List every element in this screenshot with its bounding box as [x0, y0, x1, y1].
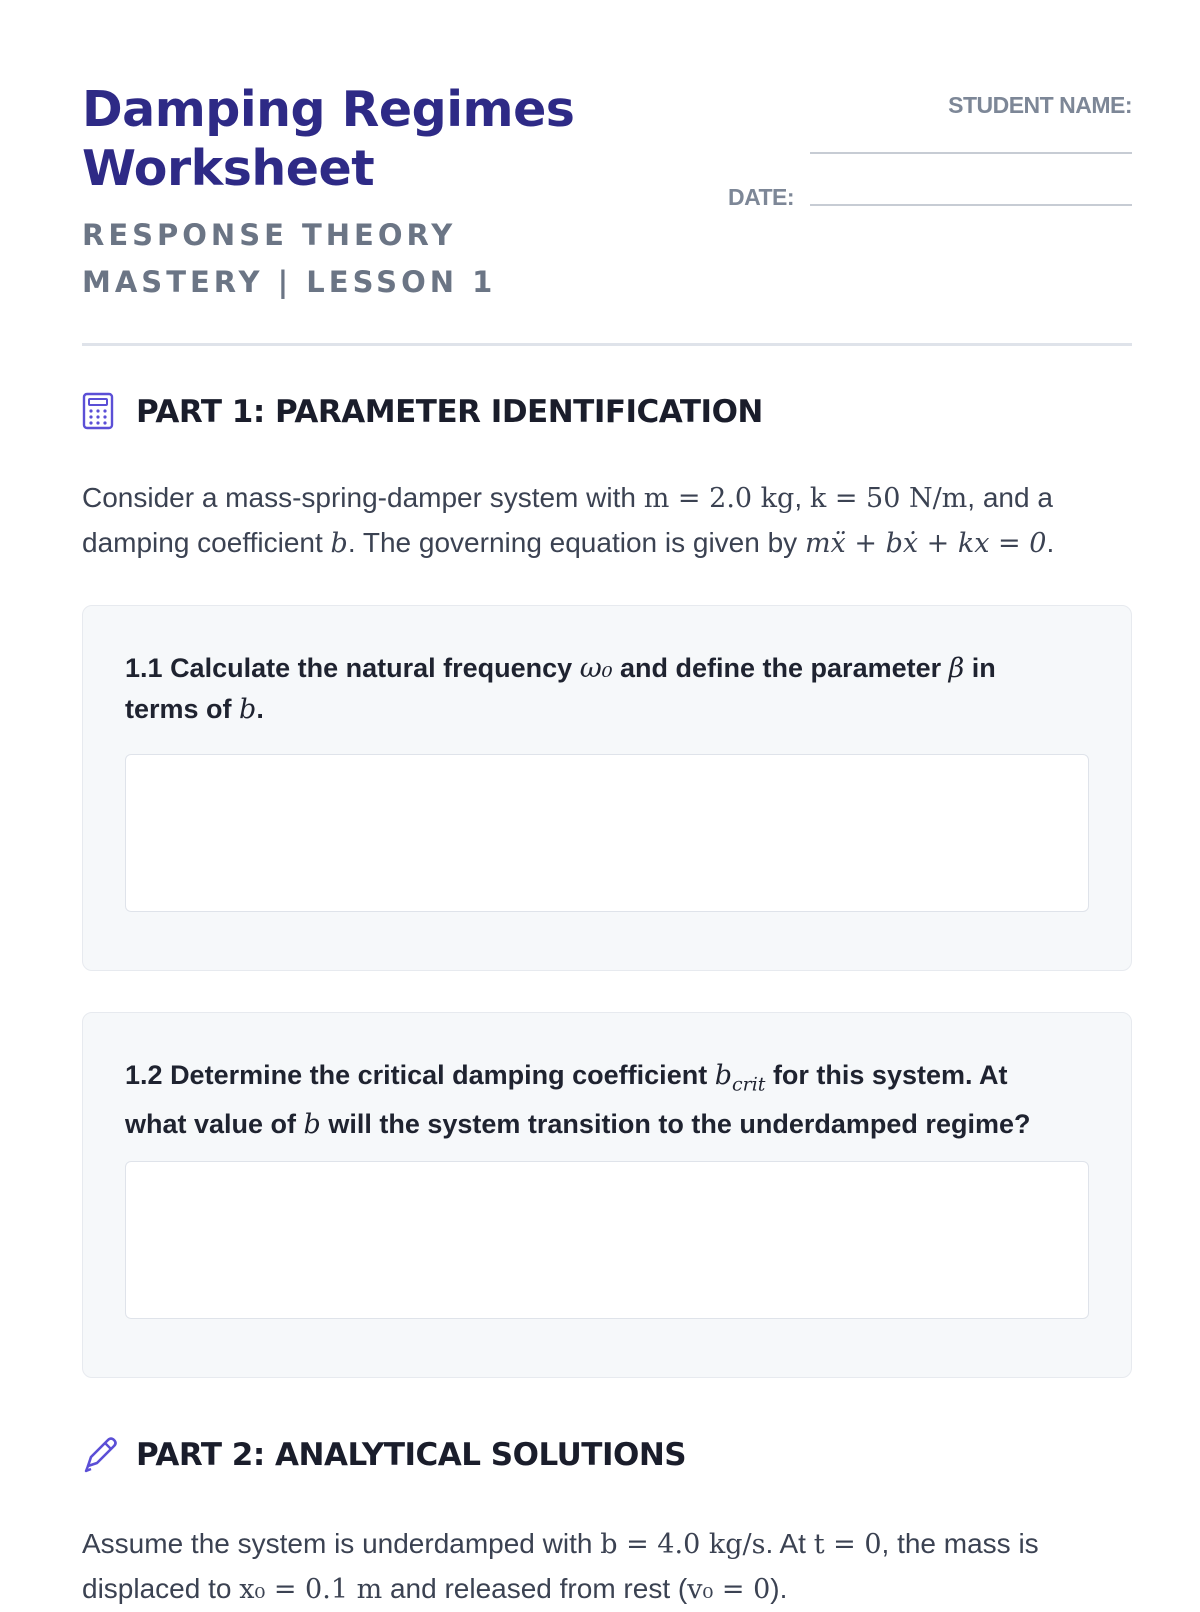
- math-spring: k = 50 N/m: [809, 483, 968, 514]
- math-x0: x₀ = 0.1 m: [239, 1574, 383, 1605]
- part1-title: PART 1: PARAMETER IDENTIFICATION: [136, 394, 763, 430]
- math-b-value: b = 4.0 kg/s: [600, 1529, 766, 1560]
- calculator-icon: [82, 392, 118, 432]
- math-b: b: [330, 528, 348, 559]
- worksheet-header: [82, 0, 1132, 348]
- question-card-1-2: [82, 1012, 1132, 1378]
- math-mass: m = 2.0 kg: [643, 483, 795, 514]
- page-subtitle: RESPONSE THEORY MASTERY | LESSON 1: [82, 218, 497, 299]
- page-title: Damping Regimes Worksheet: [82, 81, 575, 197]
- pencil-icon: [82, 1435, 118, 1475]
- question-1-2-text: 1.2 Determine the critical damping coefficient $b_{crit}$ for this system. At what value of b will the system transition to the underdamped regime?: [125, 1060, 1031, 1141]
- part2-title: PART 2: ANALYTICAL SOLUTIONS: [136, 1437, 687, 1473]
- student-name-field[interactable]: [810, 152, 1132, 154]
- answer-box-1-1[interactable]: [125, 754, 1089, 912]
- part1-heading: [82, 392, 763, 432]
- worksheet-page: [82, 0, 1132, 1605]
- part2-heading: [82, 1435, 686, 1475]
- part2-intro: Assume the system is underdamped with b = 4.0 kg/s. At t = 0, the mass is displaced to x₀ = 0.1 m and released from rest (v₀ = 0).: [82, 1528, 1039, 1605]
- answer-box-1-2[interactable]: [125, 1161, 1089, 1319]
- date-field[interactable]: [810, 204, 1132, 206]
- part1-intro: Consider a mass-spring-damper system with m = 2.0 kg, k = 50 N/m, and a damping coefficient b. The governing equation is given by mẍ + bẋ + kx = 0.: [82, 482, 1055, 559]
- question-card-1-1: [82, 605, 1132, 971]
- math-equation: mẍ + bẋ + kx = 0: [804, 528, 1047, 559]
- student-name-label: STUDENT NAME:: [948, 92, 1132, 118]
- date-label: DATE:: [728, 184, 795, 210]
- header-divider: [82, 343, 1132, 346]
- question-1-1-text: 1.1 Calculate the natural frequency ω₀ and define the parameter β in terms of b.: [125, 653, 996, 725]
- math-v0: v₀ = 0: [687, 1574, 771, 1605]
- math-t-zero: t = 0: [813, 1529, 882, 1560]
